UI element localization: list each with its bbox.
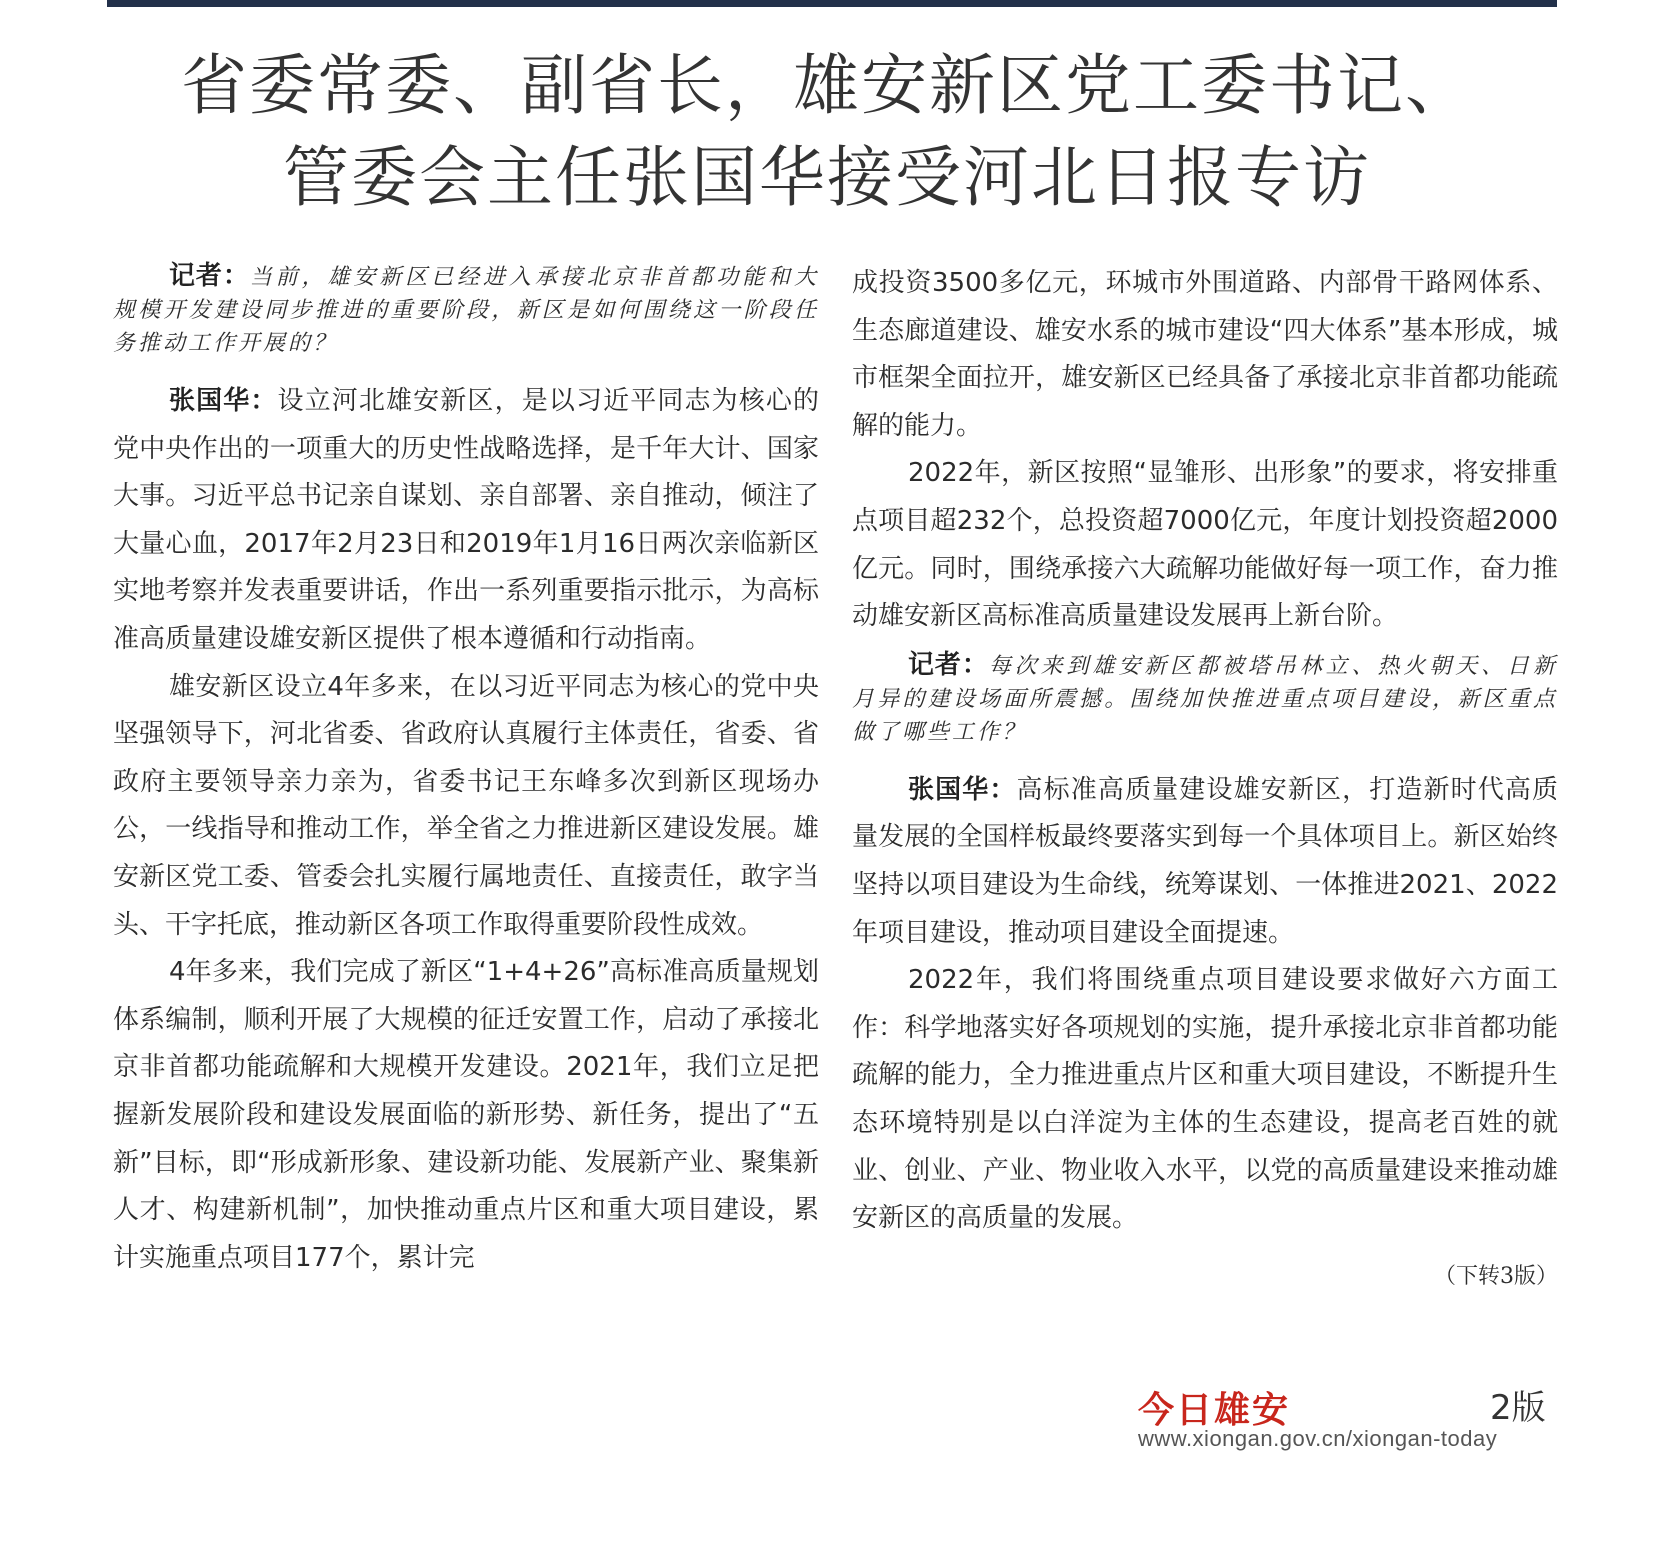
headline-line-1: 省委常委、副省长，雄安新区党工委书记、 — [181, 47, 1473, 124]
answer-1-paragraph-1 — [113, 378, 819, 664]
question-2-text: 每次来到雄安新区都被塔吊林立、热火朝天、日新月异的建设场面所震撼。围绕加快推进重点项目建设，新区重点做了哪些工作？ — [852, 653, 1558, 745]
headline-line-2: 管委会主任张国华接受河北日报专访 — [283, 139, 1371, 216]
page-number: 2版 — [1490, 1388, 1546, 1428]
answer-2-speaker: 张国华： — [908, 774, 1017, 805]
question-2 — [852, 649, 1558, 749]
answer-1-paragraph-2: 雄安新区设立4年多来，在以习近平同志为核心的党中央坚强领导下，河北省委、省政府认真履行主体责任，省委、省政府主要领导亲力亲为，省委书记王东峰多次到新区现场办公，一线指导和推动工作，举全省之力推进新区建设发展。雄安新区党工委、管委会扎实履行属地责任、直接责任，敢字当头、干字托底，推动新区各项工作取得重要阶段性成效。 — [113, 671, 819, 940]
website-url[interactable]: www.xiongan.gov.cn/xiongan-today — [1138, 1426, 1498, 1451]
answer-1-paragraph-3-continued: 成投资3500多亿元，环城市外围道路、内部骨干路网体系、生态廊道建设、雄安水系的城市建设“四大体系”基本形成，城市框架全面拉开，雄安新区已经具备了承接北京非首都功能疏解的能力。 — [852, 268, 1558, 441]
newspaper-logo: 今日雄安 — [1138, 1389, 1291, 1431]
question-1-text: 当前，雄安新区已经进入承接北京非首都功能和大规模开发建设同步推进的重要阶段，新区是如何围绕这一阶段任务推动工作开展的？ — [113, 265, 819, 356]
answer-1-paragraph-3: 4年多来，我们完成了新区“1+4+26”高标准高质量规划体系编制，顺利开展了大规模的征迁安置工作，启动了承接北京非首都功能疏解和大规模开发建设。2021年，我们立足把握新发展阶段和建设发展面临的新形势、新任务，提出了“五新”目标，即“形成新形象、建设新功能、发展新产业、聚集新人才、构建新机制”，加快推动重点片区和重大项目建设，累计实施重点项目177个，累计完 — [113, 957, 819, 1273]
right-column — [852, 260, 1558, 1299]
question-1 — [113, 260, 819, 360]
answer-2-paragraph-1 — [852, 767, 1558, 957]
headline — [0, 40, 1654, 224]
answer-1-speaker: 张国华： — [169, 386, 278, 416]
answer-1-paragraph-4: 2022年，新区按照“显雏形、出形象”的要求，将安排重点项目超232个，总投资超7000亿元，年度计划投资超2000亿元。同时，围绕承接六大疏解功能做好每一项工作，奋力推动雄安新区高标准高质量建设发展再上新台阶。 — [852, 458, 1558, 632]
question-2-speaker: 记者： — [908, 649, 989, 680]
continued-note: （下转3版） — [1434, 1263, 1558, 1289]
question-1-speaker: 记者： — [169, 261, 250, 291]
answer-2-paragraph-1-text: 高标准高质量建设雄安新区，打造新时代高质量发展的全国样板最终要落实到每一个具体项目上。新区始终坚持以项目建设为生命线，统筹谋划、一体推进2021、2022年项目建设，推动项目建设全面提速。 — [852, 774, 1558, 948]
top-rule — [107, 0, 1557, 7]
left-column — [113, 260, 819, 1282]
answer-2-paragraph-2: 2022年，我们将围绕重点项目建设要求做好六方面工作：科学地落实好各项规划的实施，提升承接北京非首都功能疏解的能力，全力推进重点片区和重大项目建设，不断提升生态环境特别是以白洋淀为主体的生态建设，提高老百姓的就业、创业、产业、物业收入水平，以党的高质量建设来推动雄安新区的高质量的发展。 — [852, 965, 1558, 1234]
answer-1-paragraph-1-text: 设立河北雄安新区，是以习近平同志为核心的党中央作出的一项重大的历史性战略选择，是千年大计、国家大事。习近平总书记亲自谋划、亲自部署、亲自推动，倾注了大量心血，2017年2月23日和2019年1月16日两次亲临新区实地考察并发表重要讲话，作出一系列重要指示批示，为高标准高质量建设雄安新区提供了根本遵循和行动指南。 — [113, 386, 819, 654]
